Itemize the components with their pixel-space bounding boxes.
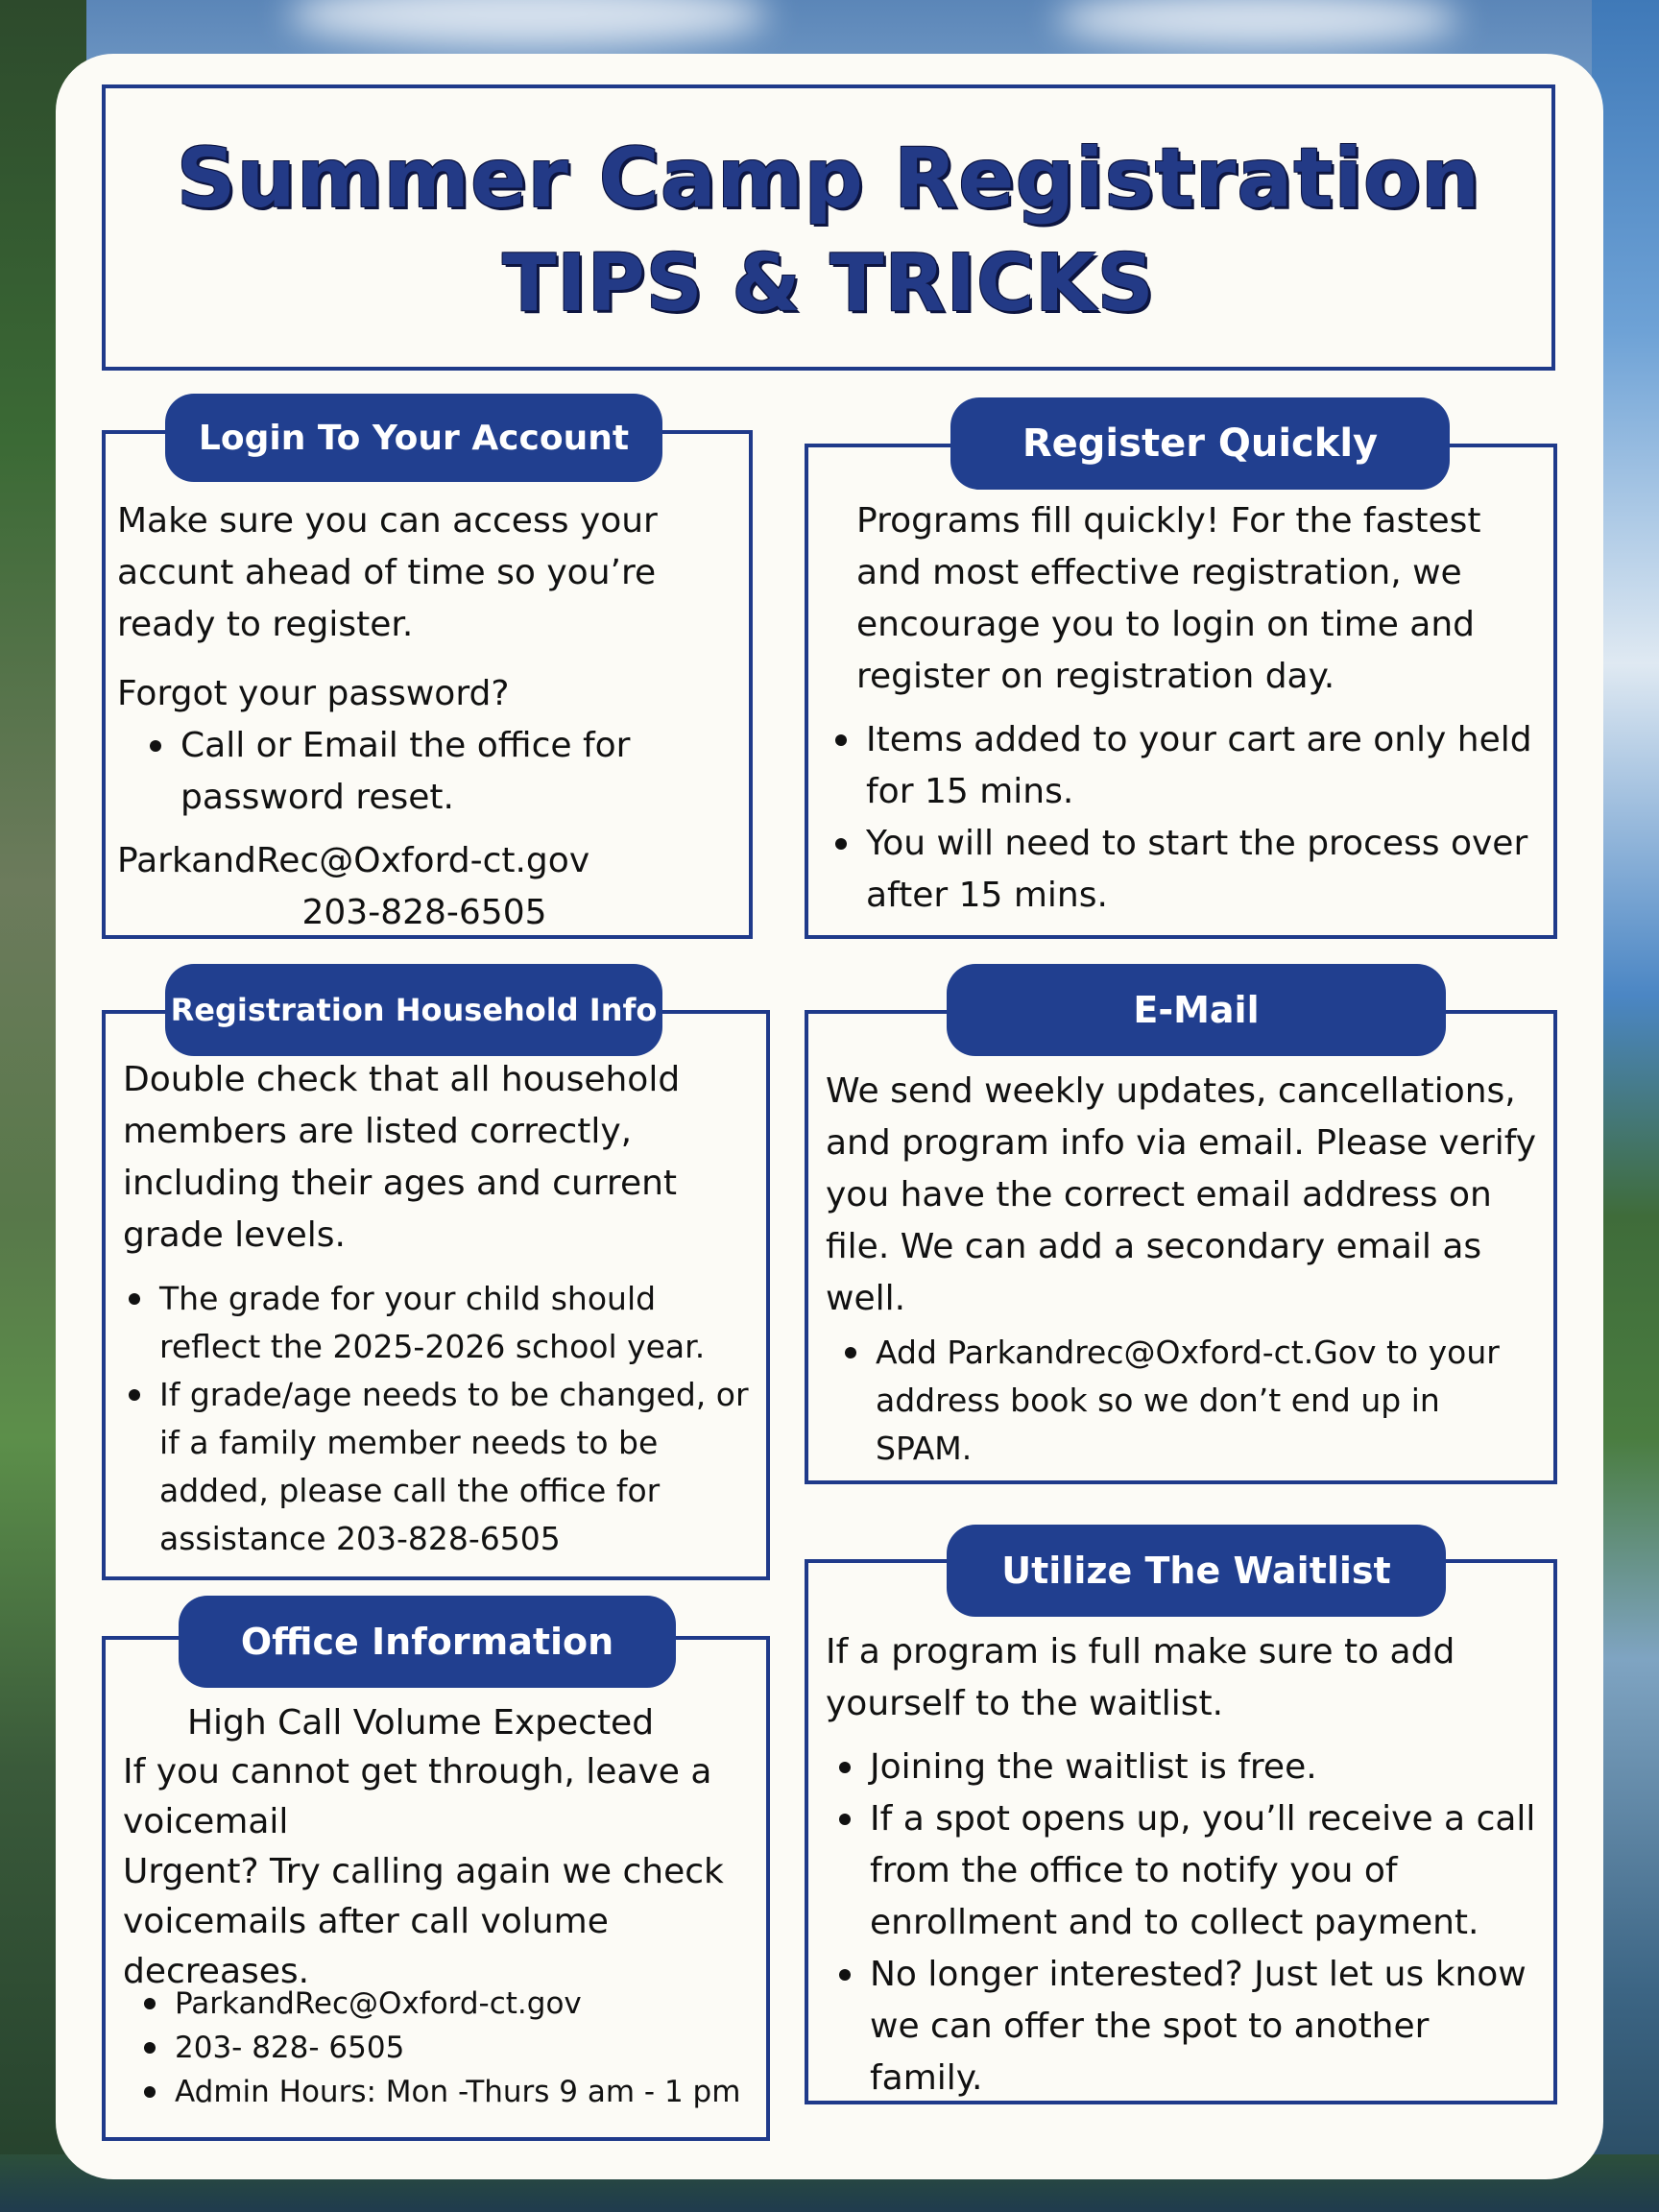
register-bullets	[831, 714, 1542, 922]
cloud	[1056, 0, 1459, 48]
list-item[interactable]: ParkandRec@Oxford-ct.gov	[140, 1982, 755, 2026]
office-bullets	[140, 1982, 755, 2114]
household-heading: Registration Household Info	[165, 964, 662, 1056]
household-intro: Double check that all household members are listed correctly, including their ages and current grade levels.	[123, 1060, 681, 1255]
list-item: You will need to start the process over after 15 mins.	[831, 818, 1542, 922]
waitlist-heading: Utilize The Waitlist	[947, 1525, 1446, 1617]
list-item[interactable]: 203- 828- 6505	[140, 2026, 755, 2070]
email-heading: E-Mail	[947, 964, 1446, 1056]
household-bullets	[125, 1275, 758, 1563]
list-item: Admin Hours: Mon -Thurs 9 am - 1 pm	[140, 2070, 755, 2114]
office-urgent-text: Urgent? Try calling again we check voicemails after call volume decreases.	[123, 1852, 724, 1991]
page-title: Summer Camp Registration	[176, 131, 1481, 227]
list-item: Add Parkandrec@Oxford-ct.Gov to your address book so we don’t end up in SPAM.	[841, 1329, 1532, 1473]
list-item: If grade/age needs to be changed, or if a family member needs to be added, please call the office for assistance 203-828-6505	[125, 1371, 758, 1563]
login-email[interactable]: ParkandRec@Oxford-ct.gov	[117, 841, 590, 880]
login-heading: Login To Your Account	[165, 394, 662, 482]
office-voicemail-text: If you cannot get through, leave a voicemail	[123, 1752, 712, 1841]
login-phone[interactable]: 203-828-6505	[301, 893, 547, 932]
title-box	[102, 84, 1555, 371]
cloud	[288, 0, 768, 48]
office-heading: Office Information	[179, 1596, 676, 1688]
forgot-password-text: Forgot your password?	[117, 674, 510, 713]
list-item: Items added to your cart are only held for 15 mins.	[831, 714, 1542, 818]
register-intro: Programs fill quickly! For the fastest and most effective registration, we encourage you to login on time and register on registration day.	[856, 501, 1481, 696]
register-heading: Register Quickly	[950, 397, 1450, 490]
login-intro: Make sure you can access your accunt ahead of time so you’re ready to register.	[117, 501, 658, 644]
list-item: If a spot opens up, you’ll receive a call from the office to notify you of enrollment and to collect payment.	[835, 1793, 1546, 1949]
office-subheading: High Call Volume Expected	[186, 1703, 655, 1743]
list-item: The grade for your child should reflect the 2025-2026 school year.	[125, 1275, 758, 1371]
list-item: Joining the waitlist is free.	[835, 1742, 1546, 1793]
list-item: No longer interested? Just let us know we can offer the spot to another family.	[835, 1949, 1546, 2104]
waitlist-intro: If a program is full make sure to add yourself to the waitlist.	[826, 1632, 1455, 1723]
list-item: Call or Email the office for password reset.	[146, 720, 722, 824]
email-bullets	[841, 1329, 1532, 1473]
email-intro: We send weekly updates, cancellations, and program info via email. Please verify you have the correct email address on file. We can add a secondary email as well.	[826, 1071, 1537, 1318]
page-subtitle: TIPS & TRICKS	[502, 238, 1155, 329]
waitlist-bullets	[835, 1742, 1546, 2104]
login-bullets	[146, 720, 722, 824]
